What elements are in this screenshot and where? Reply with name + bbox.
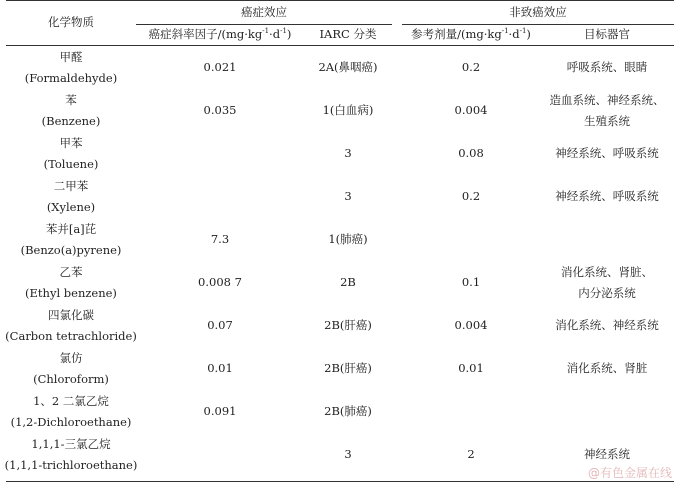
header-target-organ: 目标器官 [584, 27, 630, 41]
substance-cell [6, 175, 136, 218]
header-slope-factor: 癌症斜率因子$/(mg\cdot kg^{-1}\cdot d^{-1})$ [148, 27, 292, 41]
substance-cell [6, 433, 136, 476]
target-organ-cell [540, 46, 674, 89]
target-organ-cell [540, 347, 674, 390]
substance-cn: 苯并[a]芘 [45, 221, 97, 236]
substance-cell [6, 46, 136, 89]
substance-cell [6, 347, 136, 390]
substance-cn: 甲苯 [59, 135, 83, 150]
slope-factor-cell: 7.3 [210, 232, 230, 246]
target-organ-line: 消化系统、肾脏、 [561, 264, 653, 279]
target-organ-line: 神经系统、呼吸系统 [555, 189, 659, 203]
target-organ-line: 神经系统 [584, 447, 630, 461]
substance-en: (Ethyl benzene) [25, 285, 117, 300]
header-carcinogenic-effect: 癌症效应 [241, 4, 287, 19]
substance-cn: 四氯化碳 [48, 307, 94, 322]
reference-dose-cell: 0.01 [458, 361, 484, 375]
substance-cell [6, 218, 136, 261]
target-organ-cell [540, 390, 674, 433]
reference-dose-cell: 0.1 [461, 275, 481, 289]
target-organ-cell [540, 218, 674, 261]
iarc-class-cell: 2B [340, 275, 356, 289]
target-organ-line: 内分泌系统 [578, 285, 636, 300]
slope-factor-cell: 0.091 [203, 404, 237, 418]
substance-en: (1,2-Dichloroethane) [10, 414, 132, 429]
substance-en: (Chloroform) [33, 371, 109, 386]
substance-cn: 氯仿 [59, 350, 83, 365]
iarc-class-cell: 1(肺癌) [328, 232, 368, 246]
substance-en: (Benzene) [41, 113, 101, 128]
slope-factor-cell: 0.035 [203, 103, 237, 117]
slope-factor-cell: 0.008 7 [198, 275, 242, 289]
substance-cell [6, 89, 136, 132]
header-substance: 化学物质 [48, 15, 94, 29]
target-organ-line: 生殖系统 [584, 113, 630, 128]
substance-cn: 甲醛 [59, 49, 83, 64]
header-noncarcinogenic-effect: 非致癌效应 [509, 4, 567, 19]
target-organ-line: 呼吸系统、眼睛 [566, 60, 648, 74]
reference-dose-cell [402, 390, 540, 433]
reference-dose-cell: 0.004 [454, 318, 488, 332]
target-organ-line: 消化系统、神经系统 [555, 318, 659, 332]
target-organ-cell [540, 175, 674, 218]
iarc-class-cell: 2B(肝癌) [324, 318, 372, 332]
substance-cell [6, 390, 136, 433]
bottom-rule [6, 481, 674, 482]
reference-dose-cell: 0.2 [461, 189, 481, 203]
header-reference-dose: 参考剂量$/(mg\cdot kg^{-1}\cdot d^{-1})$ [411, 27, 531, 41]
watermark: @有色金属在线 [587, 466, 672, 480]
slope-factor-cell: 0.01 [207, 361, 233, 375]
substance-cn: 1,1,1-三氯乙烷 [31, 436, 111, 451]
substance-cell [6, 304, 136, 347]
target-organ-cell [540, 89, 674, 132]
reference-dose-cell: 0.08 [458, 146, 484, 160]
slope-factor-cell: 0.07 [207, 318, 233, 332]
substance-en: (Carbon tetrachloride) [5, 328, 137, 343]
iarc-class-cell: 2B(肝癌) [324, 361, 372, 375]
reference-dose-cell [402, 218, 540, 261]
iarc-class-cell: 3 [344, 189, 352, 203]
iarc-class-cell: 3 [344, 447, 352, 461]
substance-en: (1,1,1-trichloroethane) [4, 457, 138, 472]
substance-cn: 1、2 二氯乙烷 [33, 393, 109, 408]
header-iarc: IARC 分类 [319, 27, 377, 41]
slope-factor-cell: 0.021 [203, 60, 237, 74]
reference-dose-cell: 0.004 [454, 103, 488, 117]
target-organ-line: 神经系统、呼吸系统 [555, 146, 659, 160]
target-organ-cell [540, 304, 674, 347]
substance-en: (Formaldehyde) [24, 70, 118, 85]
reference-dose-cell: 2 [467, 447, 475, 461]
substance-cn: 苯 [65, 92, 77, 107]
iarc-class-cell: 2A(鼻咽癌) [318, 60, 378, 74]
target-organ-line: 造血系统、神经系统、 [549, 92, 665, 107]
target-organ-line: 消化系统、肾脏 [566, 361, 648, 375]
slope-factor-cell [136, 175, 304, 218]
substance-en: (Xylene) [46, 199, 96, 214]
substance-cell [6, 261, 136, 304]
iarc-class-cell: 3 [344, 146, 352, 160]
iarc-class-cell: 2B(肺癌) [324, 404, 372, 418]
substance-en: (Benzo(a)pyrene) [20, 242, 122, 257]
slope-factor-cell [136, 433, 304, 476]
reference-dose-cell: 0.2 [461, 60, 481, 74]
slope-factor-cell [136, 132, 304, 175]
substance-cn: 乙苯 [59, 264, 83, 279]
target-organ-cell [540, 261, 674, 304]
substance-cell [6, 132, 136, 175]
substance-cn: 二甲苯 [53, 178, 89, 193]
substance-en: (Toluene) [43, 156, 99, 171]
target-organ-cell [540, 132, 674, 175]
iarc-class-cell: 1(白血病) [322, 103, 374, 117]
